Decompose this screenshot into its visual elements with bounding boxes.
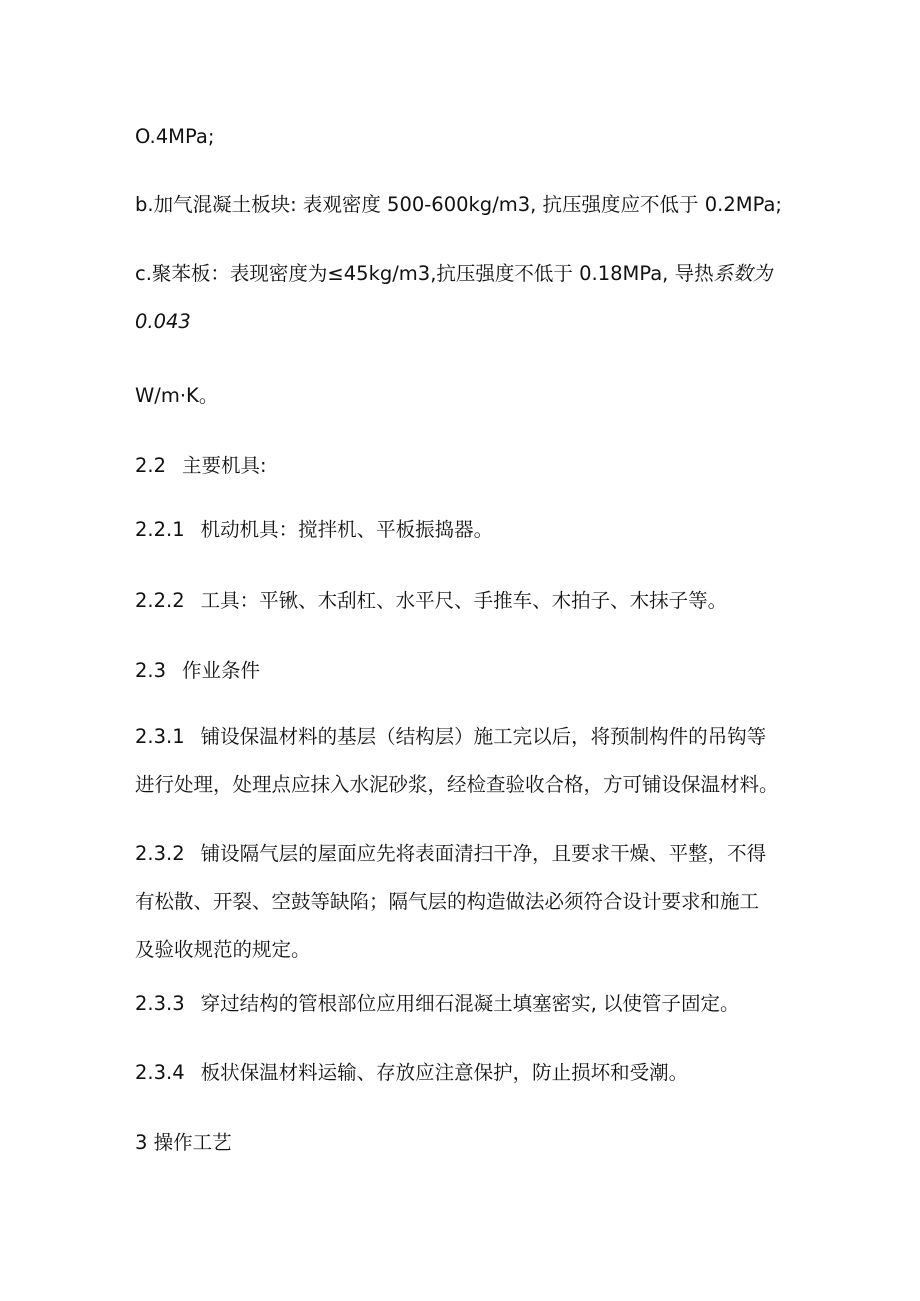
section-heading xyxy=(135,657,260,685)
section-heading xyxy=(135,452,267,480)
text-line xyxy=(135,260,772,288)
section-number: 2.3.3 xyxy=(135,992,185,1015)
section-heading xyxy=(135,587,727,615)
section-text: 工具：平锹、木刮杠、水平尺、手推车、木拍子、木抹子等。 xyxy=(200,589,728,612)
section-number: 2.2.1 xyxy=(135,518,185,541)
section-number: 2.3.1 xyxy=(135,725,185,748)
section-heading xyxy=(135,516,493,544)
text-segment: c.聚苯板：表现密度为≤45kg/m3,抗压强度不低于 0.18MPa, 导热 xyxy=(135,262,714,285)
text-line: O.4MPa; xyxy=(135,125,215,148)
section-text: 铺设保温材料的基层（结构层）施工完以后，将预制构件的吊钩等 xyxy=(200,725,767,748)
text-line: 进行处理，处理点应抹入水泥砂浆，经检查验收合格，方可铺设保温材料。 xyxy=(135,773,779,796)
text-line: b.加气混凝土板块: 表观密度 500-600kg/m3, 抗压强度应不低于 0.2MPa; xyxy=(135,193,782,216)
section-text: 穿过结构的管根部位应用细石混凝土填塞密实, 以使管子固定。 xyxy=(200,992,740,1015)
section-heading xyxy=(135,840,766,868)
text-line: 0.043 xyxy=(135,310,191,333)
text-line: 及验收规范的规定。 xyxy=(135,938,311,961)
section-number: 2.3.4 xyxy=(135,1061,185,1084)
section-title: 主要机具: xyxy=(182,454,267,477)
section-number: 2.2 xyxy=(135,454,167,477)
section-text: 板状保温材料运输、存放应注意保护，防止损坏和受潮。 xyxy=(200,1061,689,1084)
section-heading xyxy=(135,990,740,1018)
section-number: 2.2.2 xyxy=(135,589,185,612)
section-text: 铺设隔气层的屋面应先将表面清扫干净，且要求干燥、平整，不得 xyxy=(200,842,767,865)
section-title: 作业条件 xyxy=(182,659,261,682)
section-number: 2.3.2 xyxy=(135,842,185,865)
section-text: 机动机具：搅拌机、平板振捣器。 xyxy=(200,518,494,541)
section-heading: 3 操作工艺 xyxy=(135,1131,232,1154)
section-heading xyxy=(135,1059,688,1087)
text-line: W/m·K。 xyxy=(135,384,219,407)
text-line: 有松散、开裂、空鼓等缺陷；隔气层的构造做法必须符合设计要求和施工 xyxy=(135,890,760,913)
italic-text-segment: 系数为 xyxy=(713,262,773,285)
section-heading xyxy=(135,723,766,751)
section-number: 2.3 xyxy=(135,659,167,682)
